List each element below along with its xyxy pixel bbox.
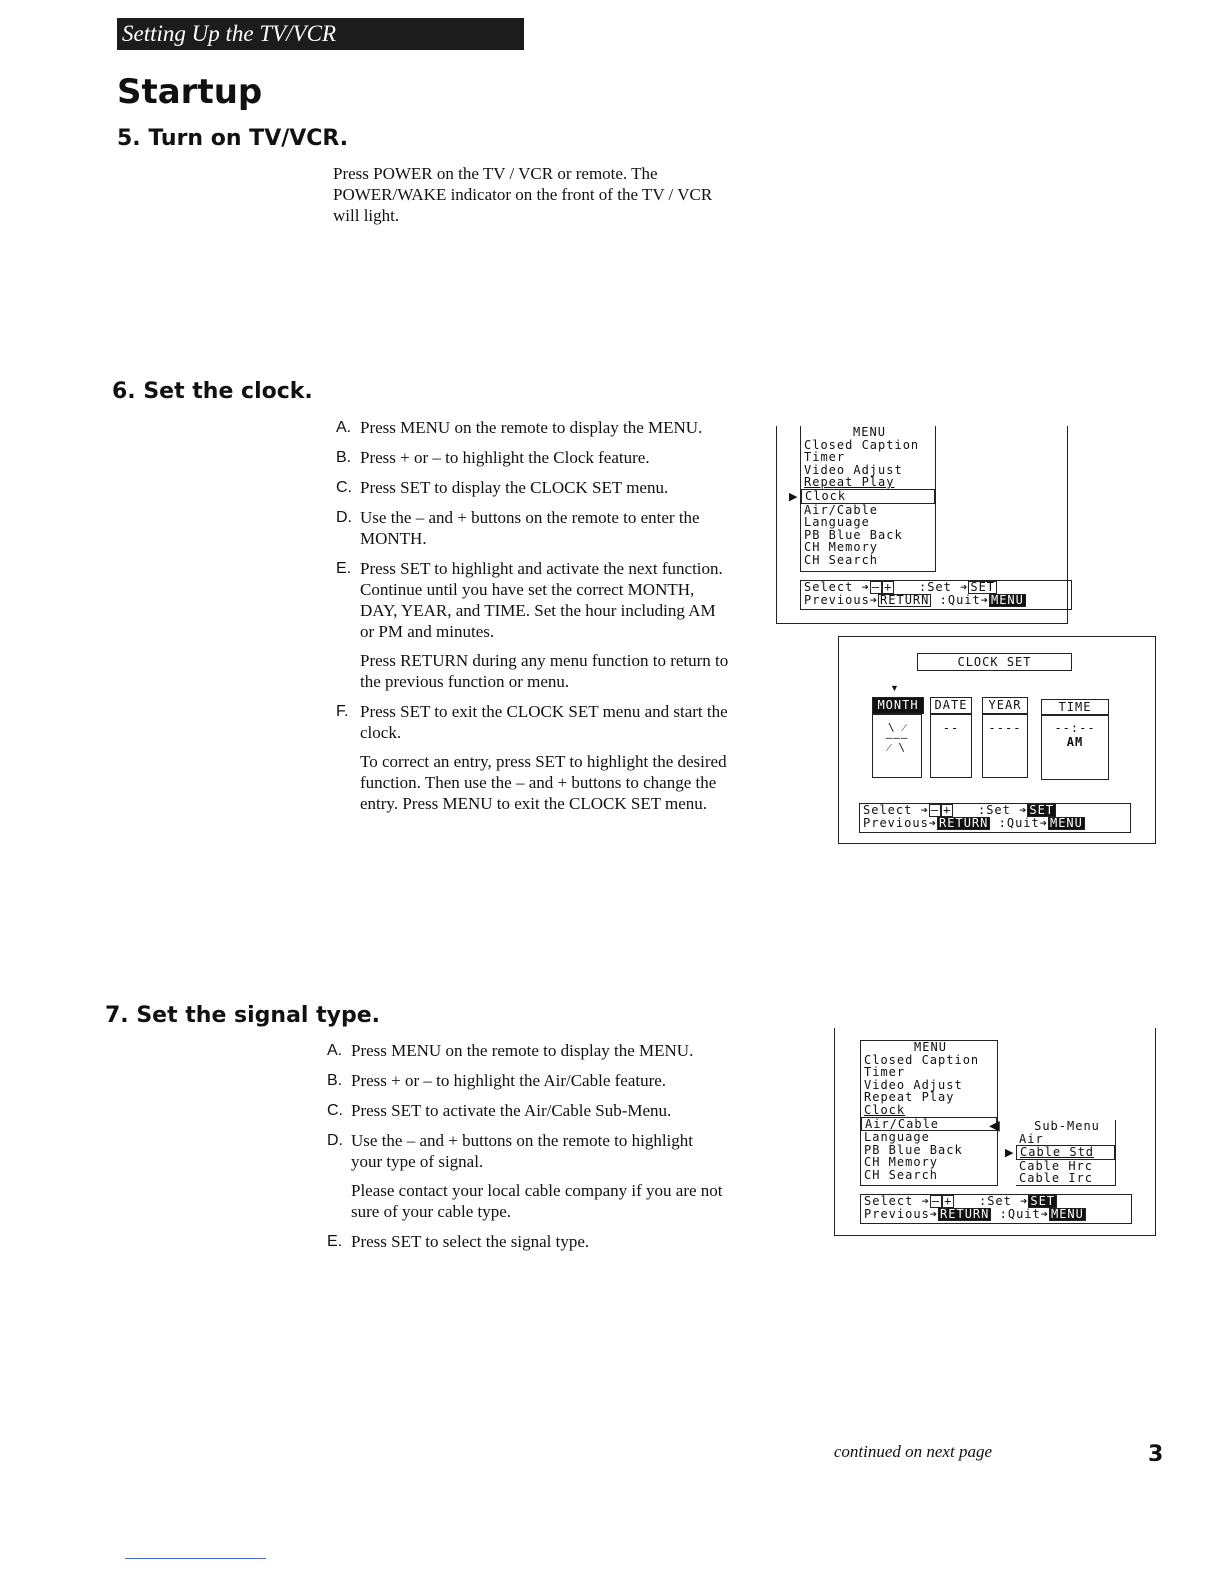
year-field: ---- [982,714,1028,778]
step-7-heading: 7. Set the signal type. [105,1003,380,1028]
step-6-item-e: E. Press SET to highlight and activate the next function. Continue until you have set the correct MONTH, DAY, YEAR, and TIME. Set the hour including AM or PM and minutes. Press RETURN during any menu function to return to the previous function or menu. [336,558,731,692]
submenu-pointer-icon: ◀ [989,1119,1000,1134]
year-label: YEAR [982,697,1028,714]
main-menu-list [800,426,936,572]
menu-item: Video Adjust [804,462,903,477]
clock-set-screen [838,636,1156,844]
step-7-item-a: A. Press MENU on the remote to display the MENU. [327,1041,694,1060]
menu-title: MENU [853,425,886,439]
step-6-item-b: B. Press + or – to highlight the Clock feature. [336,448,650,467]
time-field: --:-- AM [1041,714,1109,780]
menu-item: Closed Caption [804,437,920,452]
submenu-item-selected: Cable Std [1016,1145,1115,1160]
step-7-instructions [327,1040,727,1261]
submenu-arrow-icon: ▶ [1005,1147,1014,1159]
clock-set-title: CLOCK SET [917,653,1072,671]
date-label: DATE [930,697,972,714]
step-7-item-d: D. Use the – and + buttons on the remote to highlight your type of signal. Please contact your local cable company if you are not sure of your cable type. [327,1130,727,1222]
step-6-item-a: A. Press MENU on the remote to display the MENU. [336,418,703,437]
step-6-item-c: C. Press SET to display the CLOCK SET menu. [336,478,669,497]
date-field: -- [930,714,972,778]
step-7-item-c: C. Press SET to activate the Air/Cable Sub-Menu. [327,1101,672,1120]
section-header: Setting Up the TV/VCR [117,18,524,50]
blinking-cursor-icon: \ ⁄ ––– ⁄ \ [885,721,909,754]
page-title: Startup [117,72,263,112]
menu-item: Air/Cable [804,502,879,517]
menu-item: Timer [804,450,846,465]
minus-key: – [871,580,881,594]
step-5-heading: 5. Turn on TV/VCR. [117,126,349,151]
step-5-text: Press POWER on the TV / VCR or remote. The POWER/WAKE indicator on the front of the TV / VCR will light. [333,164,713,225]
plus-key: + [884,580,893,594]
menu-item: CH Memory [804,540,879,555]
pointer-arrow-icon: ▶ [789,491,798,503]
continued-note: continued on next page [833,1442,992,1461]
time-label: TIME [1041,699,1109,716]
month-label: MONTH [872,697,924,714]
menu-item-selected: Air/Cable [861,1117,997,1132]
menu-item: Language [804,515,870,530]
step-7-item-d-note: Please contact your local cable company if you are not sure of your cable type. [351,1181,723,1221]
step-7-item-e: E. Press SET to select the signal type. [327,1232,590,1251]
menu-screen-air-cable [834,1028,1156,1236]
menu-footer-bar: Select ➔ – + :Set ➔ SET Previous➔ RETURN :Quit➔ MENU [800,580,1072,610]
signal-footer-bar: Select ➔ – + :Set ➔ SET Previous➔ RETURN :Quit➔ MENU [860,1194,1132,1224]
month-field [872,714,922,778]
menu-item-selected: Clock [801,489,935,504]
clock-footer-bar: Select ➔ – + :Set ➔ SET Previous➔ RETURN :Quit➔ MENU [859,803,1131,833]
menu-item: PB Blue Back [804,527,903,542]
submenu-list: Sub-Menu Air Cable Std Cable Hrc Cable Irc [1016,1120,1116,1186]
menu-item: Repeat Play [804,475,895,490]
return-key: RETURN [880,593,930,607]
set-key: SET [970,580,996,594]
step-6-item-e-note: Press RETURN during any menu function to return to the previous function or menu. [360,651,729,691]
step-6-instructions [336,417,731,823]
step-6-heading: 6. Set the clock. [112,379,313,404]
menu-key: MENU [990,593,1024,607]
step-7-item-b: B. Press + or – to highlight the Air/Cable feature. [327,1071,667,1090]
step-6-item-d: D. Use the – and + buttons on the remote to enter the MONTH. [336,508,700,548]
step-6-item-f-note: To correct an entry, press SET to highlight the desired function. Then use the – and + buttons to change the entry. Press MENU to exit the CLOCK SET menu. [360,752,727,813]
step-6-item-f: F. Press SET to exit the CLOCK SET menu and start the clock. To correct an entry, press SET to highlight the desired function. Then use the – and + buttons to change the entry. Press MENU to exit the CLOCK SET menu. [336,701,731,814]
menu-item: CH Search [804,552,879,567]
page-number: 3 [1148,1442,1164,1467]
menu-screen-clock [776,426,1068,624]
bottom-rule [125,1558,266,1559]
cursor-arrow-icon: ▼ [890,683,899,693]
main-menu-list-2: MENU Closed Caption Timer Video Adjust Repeat Play Clock Air/Cable Language PB Blue Back CH Memory CH Search [860,1040,998,1186]
